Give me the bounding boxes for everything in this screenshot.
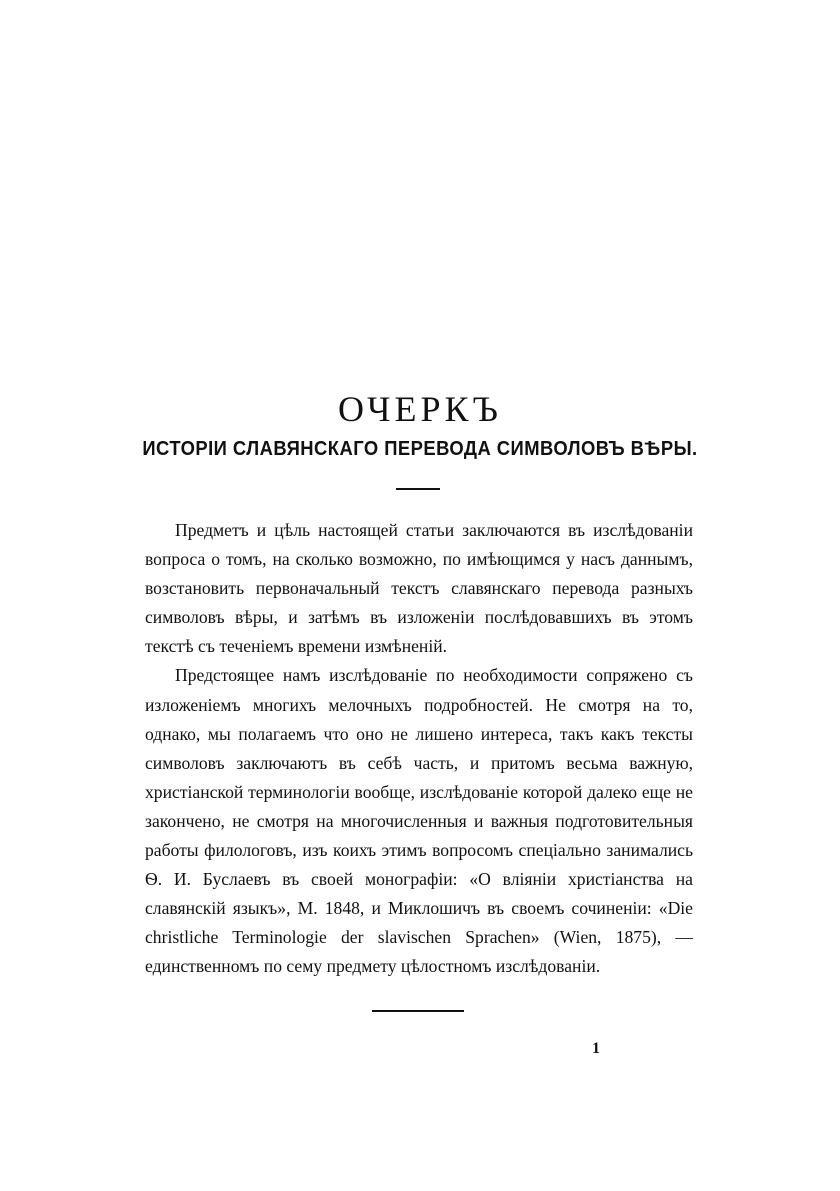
paragraph: Предстоящее намъ изслѣдованіе по необходимости сопряжено съ изложеніемъ многихъ мелочныхъ подробностей. Не смотря на то, однако, мы полагаемъ что оно не лишено интереса, такъ какъ тексты символовъ заключаютъ въ себѣ часть, и притомъ весьма важную, христіанской терминологіи вообще, изслѣдованіе которой далеко еще не закончено, не смотря на многочисленныя и важныя подготовительныя работы филологовъ, изъ коихъ этимъ вопросомъ спеціально занимались Ѳ. И. Буслаевъ въ своей монографіи: «О вліяніи христіанства на славянскій языкъ», М. 1848, и Миклошичъ въ своемъ сочиненіи: «Die christliche Terminologie der slavischen Sprachen» (Wien, 1875), — единственномъ по сему предмету цѣлостномъ изслѣдованіи. <box>145 665 693 977</box>
title-divider <box>396 488 440 490</box>
page-subtitle: ИСТОРІИ СЛАВЯНСКАГО ПЕРЕВОДА СИМВОЛОВЪ ВѢРЫ. <box>142 438 698 460</box>
paragraph: Предметъ и цѣль настоящей статьи заключаются въ изслѣдованіи вопроса о томъ, на сколько возможно, по имѣющимся у насъ даннымъ, возстановить первоначальный текстъ славянскаго перевода разныхъ символовъ вѣры, и затѣмъ въ изложеніи послѣдовавшихъ въ этомъ текстѣ съ теченіемъ времени измѣненій. <box>145 520 693 657</box>
page-title: ОЧЕРКЪ <box>338 389 502 429</box>
page-number: 1 <box>592 1040 600 1057</box>
end-divider <box>372 1010 464 1012</box>
body-text <box>145 516 693 982</box>
